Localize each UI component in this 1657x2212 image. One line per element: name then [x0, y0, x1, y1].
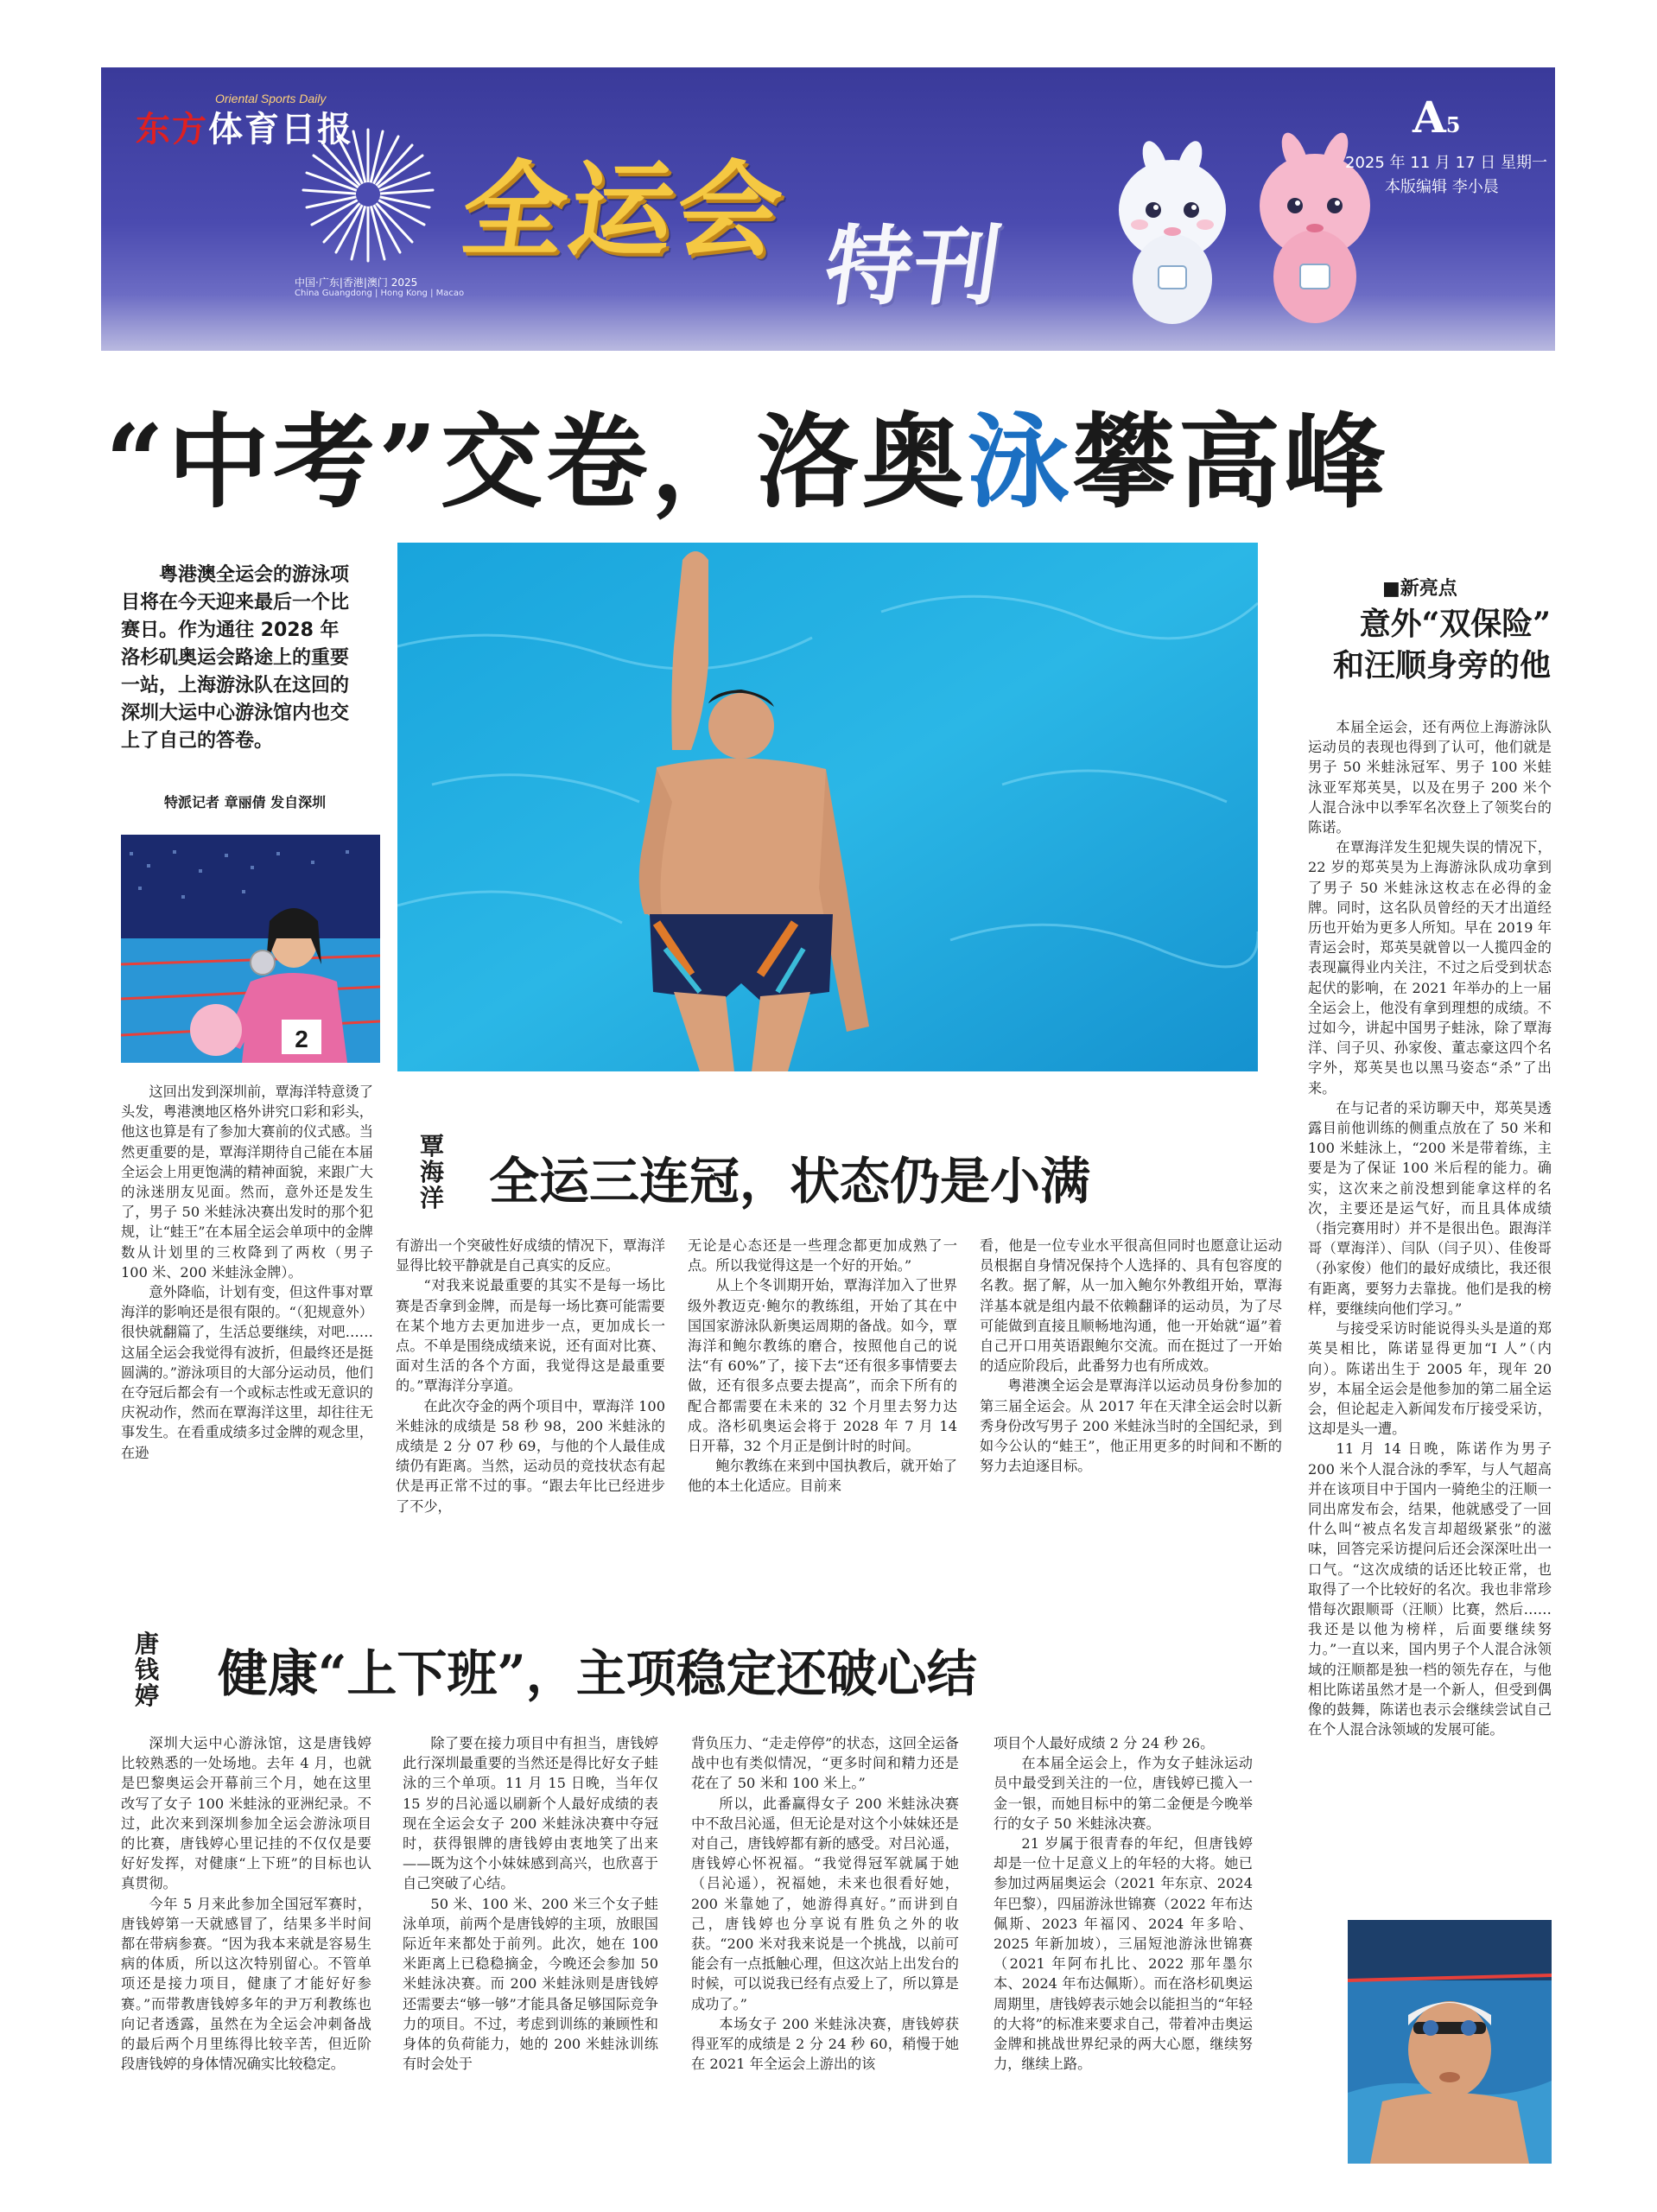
lead-paragraph	[121, 562, 354, 755]
body-paragraph: 除了要在接力项目中有担当，唐钱婷此行深圳最重要的当然还是得比好女子蛙泳的三个单项。11 月 15 日晚，当年仅 15 岁的吕沁遥以刷新个人最好成绩的表现在全运会女子 200 米蛙泳决赛中夺冠时，获得银牌的唐钱婷由衷地笑了出来——既为这个小妹妹感到高兴，也欣喜于自己突破了心结。	[403, 1735, 658, 1892]
sidebar-title	[1292, 603, 1551, 686]
lead-text: 粤港澳全运会的游泳项目将在今天迎来最后一个比赛日。作为通往 2028 年洛杉矶奥运会路途上的重要一站，上海游泳队在这回的深圳大运中心游泳馆内也交上了自己的答卷。	[121, 564, 350, 752]
body-paragraph: 意外降临，计划有变，但这件事对覃海洋的影响还是很有限的。“（犯规意外）很快就翻篇了，生活总要继续，对吧……这届全运会我觉得有波折，但最终还是挺圆满的。”游泳项目的大部分运动员，他们在夺冠后都会有一个或标志性或无意识的庆祝动作，然而在覃海洋这里，却往往无事发生。在看重成绩多过金牌的观念里，在逊	[121, 1284, 373, 1461]
swimmer-pool-image	[1348, 1920, 1552, 2164]
body-paragraph: 深圳大运中心游泳馆，这是唐钱婷比较熟悉的一处场地。去年 4 月，也就是巴黎奥运会开幕前三个月，她在这里改写了女子 100 米蛙泳的亚洲纪录。不过，此次来到深圳参加全运会游泳项目的比赛，唐钱婷心里记挂的不仅仅是要好好发挥，对健康“上下班”的目标也认真贯彻。	[121, 1735, 371, 1892]
body-paragraph: 21 岁属于很青春的年纪，但唐钱婷却是一位十足意义上的年轻的大将。她已参加过两届奥运会（2021 年东京、2024 年巴黎），四届游泳世锦赛（2022 年布达佩斯、2023 年福冈、2024 年多哈、2025 年新加坡），三届短池游泳世锦赛（2021 年阿布扎比、2022 那年墨尔本、2024 年布达佩斯）。而在洛杉矶奥运周期里，唐钱婷表示她会以能担当的“年轻的大将”的标准来要求自己，带着冲击奥运金牌和挑战世界纪录的两大心愿，继续努力，继续上路。	[994, 1835, 1253, 2073]
sidebar-paragraph: 11 月 14 日晚，陈诺作为男子 200 米个人混合泳的季军，与人气超高并在该项目中于国内一骑绝尘的汪顺一同出席发布会，结果，他就感受了一回什么叫“被点名发言却超级紧张”的滋味，回答完采访提问后还会深深吐出一口气。“这次成绩的话还比较正常，也取得了一个比较好的名次。我也非常珍惜每次跟顺哥（汪顺）比赛，然后……我还是以他为榜样，后面要继续努力。”一直以来，国内男子个人混合泳领域的汪顺都是独一档的领先存在，与他相比陈诺虽然才是一个新人，但受到偶像的鼓舞，陈诺也表示会继续尝试自己在个人混合泳领域的发展可能。	[1308, 1440, 1552, 1738]
section2-title: 健康“上下班”，主项稳定还破心结	[218, 1644, 977, 1703]
headline-highlight: 泳	[967, 402, 1073, 522]
body-paragraph: 从上个冬训期开始，覃海洋加入了世界级外教迈克·鲍尔的教练组，开始了其在中国国家游泳队新奥运周期的备战。如今，覃海洋和鲍尔教练的磨合，按照他自己的说法“有 60%”了，接下去“还有很多事情要去做，还有很多点要去提高”，而余下所有的配合都需要在未来的 32 个月里去努力达成。洛杉矶奥运会将于 2028 年 7 月 14 日开幕，32 个月正是倒计时的时间。	[688, 1277, 957, 1455]
section1-athlete-tag: 覃海洋	[420, 1132, 445, 1212]
page-digit: 5	[1445, 112, 1461, 137]
logo-english: Oriental Sports Daily	[215, 92, 327, 105]
sidebar-paragraph: 在与记者的采访聊天中，郑英昊透露目前他训练的侧重点放在了 50 米和 100 米蛙泳上，“200 米是带着练，主要是为了保证 100 米后程的能力。确实，这次来之前没想到能拿这样的名次，主要还是运气好，而且具体成绩（指完赛用时）并不是很出色。跟海洋哥（覃海洋）、闫队（闫子贝）、佳俊哥（孙家俊）他们的最好成绩比，我还很有距离，要努力去靠拢。他们是我的榜样，要继续向他们学习。”	[1308, 1099, 1552, 1317]
section1-column-3	[688, 1236, 957, 1497]
headline-part2: 攀高峰	[1072, 402, 1389, 522]
section2-column-4	[994, 1733, 1253, 2074]
page-number	[1413, 92, 1461, 143]
photo-swimmer-with-medal	[121, 835, 380, 1063]
special-title-sub: 特刊	[818, 216, 1010, 317]
emblem-caption: 中国·广东|香港|澳门 2025	[295, 276, 418, 289]
body-paragraph: 这回出发到深圳前，覃海洋特意烫了头发，粤港澳地区格外讲究口彩和彩头，他这也算是有了参加大赛前的仪式感。当然更重要的是，覃海洋期待自己能在本届全运会上用更饱满的精神面貌，来跟广大的泳迷朋友见面。然而，意外还是发生了，男子 50 米蛙泳决赛出发时的那个犯规，让“蛙王”在本届全运会单项中的金牌数从计划里的三枚降到了两枚（男子 100 米、200 米蛙泳金牌）。	[121, 1084, 373, 1281]
body-paragraph: 今年 5 月来此参加全国冠军赛时，唐钱婷第一天就感冒了，结果多半时间都在带病参赛。“因为我本来就是容易生病的体质，所以这次特别留心。不管单项还是接力项目，健康了才能好好参赛。”而带教唐钱婷多年的尹万利教练也向记者透露，虽然在为全运会冲刺备战的最后两个月里练得比较辛苦，但近阶段唐钱婷的身体情况确实比较稳定。	[121, 1895, 371, 2073]
body-paragraph: 50 米、100 米、200 米三个女子蛙泳单项，前两个是唐钱婷的主项，放眼国际近年来都处于前列。此次，她在 100 米距离上已稳稳摘金，今晚还会参加 50 米蛙泳决赛。而 200 米蛙泳则是唐钱婷还需要去“够一够”才能具备足够国际竞争力的项目。不过，考虑到训练的兼顾性和身体的负荷能力，她的 200 米蛙泳训练有时会处于	[403, 1895, 658, 2073]
main-headline	[105, 380, 1540, 527]
section2-column-3	[691, 1733, 959, 2074]
body-paragraph: 本场女子 200 米蛙泳决赛，唐钱婷获得亚军的成绩是 2 分 24 秒 60，稍慢于她在 2021 年全运会上游出的该	[691, 2015, 959, 2073]
sidebar-column	[1308, 717, 1552, 1739]
body-paragraph: 有游出一个突破性好成绩的情况下，覃海洋显得比较平静就是自己真实的反应。	[396, 1237, 665, 1274]
mascot-white-icon	[1095, 128, 1250, 335]
section1-title: 全运三连冠，状态仍是小满	[489, 1152, 1091, 1211]
bib-number: 2	[295, 1026, 308, 1052]
body-paragraph: 所以，此番赢得女子 200 米蛙泳决赛中不敌吕沁遥，但无论是对这个小妹妹还是对自己，唐钱婷都有新的感受。对吕沁遥，唐钱婷心怀祝福。“我觉得冠军就属于她（吕沁遥），祝福她，未来也很看好她，200 米靠她了，她游得真好。”而讲到自己，唐钱婷也分享说有胜负之外的收获。“200 米对我来说是一个挑战，以前可能会有一点抵触心理，但这次站上出发台的时候，可以说我已经有点爱上了，所以算是成功了。”	[691, 1795, 959, 2012]
page-letter: A	[1413, 92, 1446, 143]
body-paragraph: 无论是心态还是一些理念都更加成熟了一点。所以我觉得这是一个好的开始。”	[688, 1237, 957, 1274]
sidebar-paragraph: 本届全运会，还有两位上海游泳队运动员的表现也得到了认可，他们就是男子 50 米蛙泳冠军、男子 100 米蛙泳亚军郑英昊，以及在男子 200 米个人混合泳中以季军名次登上了领奖台的陈诺。	[1308, 719, 1552, 836]
body-paragraph: 鲍尔教练在来到中国执教后，就开始了他的本土化适应。目前来	[688, 1458, 957, 1495]
section1-column-1	[121, 1082, 373, 1463]
swimmer-waving-image	[397, 543, 1258, 1071]
section1-column-4	[980, 1236, 1282, 1476]
games-emblem-icon	[295, 121, 441, 268]
body-paragraph: “对我来说最重要的其实不是每一场比赛是否拿到金牌，而是每一场比赛可能需要在某个地方去更加进步一点，更加成长一点。不单是围绕成绩来说，还有面对比赛、面对生活的各个方面，我觉得这是最重要的。”覃海洋分享道。	[396, 1277, 665, 1395]
body-paragraph: 背负压力、“走走停停”的状态，这回全运备战中也有类似情况，“更多时间和精力还是花在了 50 米和 100 米上。”	[691, 1735, 959, 1792]
headline-part1: “中考”交卷，洛奥	[105, 402, 968, 522]
section1-column-2	[396, 1236, 665, 1516]
section2-athlete-tag: 唐钱婷	[135, 1630, 160, 1710]
special-title-main: 全运会	[454, 151, 793, 271]
byline: 特派记者 章丽倩 发自深圳	[164, 794, 327, 810]
section2-column-2	[403, 1733, 658, 2074]
sidebar-title-line2: 和汪顺身旁的他	[1332, 647, 1551, 683]
page-editor: 本版编辑 李小晨	[1385, 178, 1499, 196]
photo-swimmer-waving	[397, 543, 1258, 1071]
body-paragraph: 看，他是一位专业水平很高但同时也愿意让运动员根据自身情况保持个人选择的、具有包容度的名教。据了解，从一加入鲍尔外教组开始，覃海洋基本就是组内最不依赖翻译的运动员，为了尽可能做到直接且顺畅地沟通，他一开始就“逼”着自己开口用英语跟鲍尔交流。而在挺过了一开始的适应阶段后，此番努力也有所成效。	[980, 1237, 1282, 1375]
masthead-banner	[101, 67, 1555, 351]
body-paragraph: 粤港澳全运会是覃海洋以运动员身份参加的第三届全运会。从 2017 年在天津全运会时以新秀身份改写男子 200 米蛙泳当时的全国纪录，到如今公认的“蛙王”，他正用更多的时间和不断的努力去迫逐目标。	[980, 1377, 1282, 1475]
body-paragraph: 在此次夺金的两个项目中，覃海洋 100 米蛙泳的成绩是 58 秒 98，200 米蛙泳的成绩是 2 分 07 秒 69，与他的个人最佳成绩仍有距离。当然，运动员的竞技状态有起伏是再正常不过的事。“跟去年比已经进步了不少，	[396, 1397, 665, 1515]
logo-rest-part: 体育日报	[208, 110, 353, 149]
section2-column-1	[121, 1733, 371, 2074]
swimmer-medal-image	[121, 835, 380, 1063]
sidebar-paragraph: 与接受采访时能说得头头是道的郑英昊相比，陈诺显得更加“I 人”（内向）。陈诺出生于 2005 年，现年 20 岁，本届全运会是他参加的第二届全运会，但论起走入新闻发布厅接受采访，这却是头一遭。	[1308, 1320, 1552, 1438]
logo-red-part: 东方	[136, 110, 208, 149]
sidebar-kicker: ■新亮点	[1382, 578, 1457, 600]
issue-date: 2025 年 11 月 17 日 星期一	[1345, 154, 1547, 172]
sidebar-title-line1: 意外“双保险”	[1359, 606, 1551, 642]
sidebar-paragraph: 在覃海洋发生犯规失误的情况下，22 岁的郑英昊为上海游泳队成功拿到了男子 50 米蛙泳这枚志在必得的金牌。同时，这名队员曾经的天才出道经历也开始为更多人所知。早在 2019 年青运会时，郑英昊就曾以一人揽四金的表现赢得业内关注，不过之后受到状态起伏的影响，在 2021 年举办的上一届全运会上，他没有拿到理想的成绩。不过如今，讲起中国男子蛙泳，除了覃海洋、闫子贝、孙家俊、董志豪这四个名字外，郑英昊也以黑马姿态“杀”了出来。	[1308, 839, 1552, 1096]
emblem-caption-english: China Guangdong | Hong Kong | Macao	[295, 289, 465, 298]
photo-swimmer-in-pool	[1348, 1920, 1552, 2164]
body-paragraph: 项目个人最好成绩 2 分 24 秒 26。	[994, 1735, 1215, 1751]
body-paragraph: 在本届全运会上，作为女子蛙泳运动员中最受到关注的一位，唐钱婷已揽入一金一银，而她目标中的第二金便是今晚举行的女子 50 米蛙泳决赛。	[994, 1755, 1253, 1832]
